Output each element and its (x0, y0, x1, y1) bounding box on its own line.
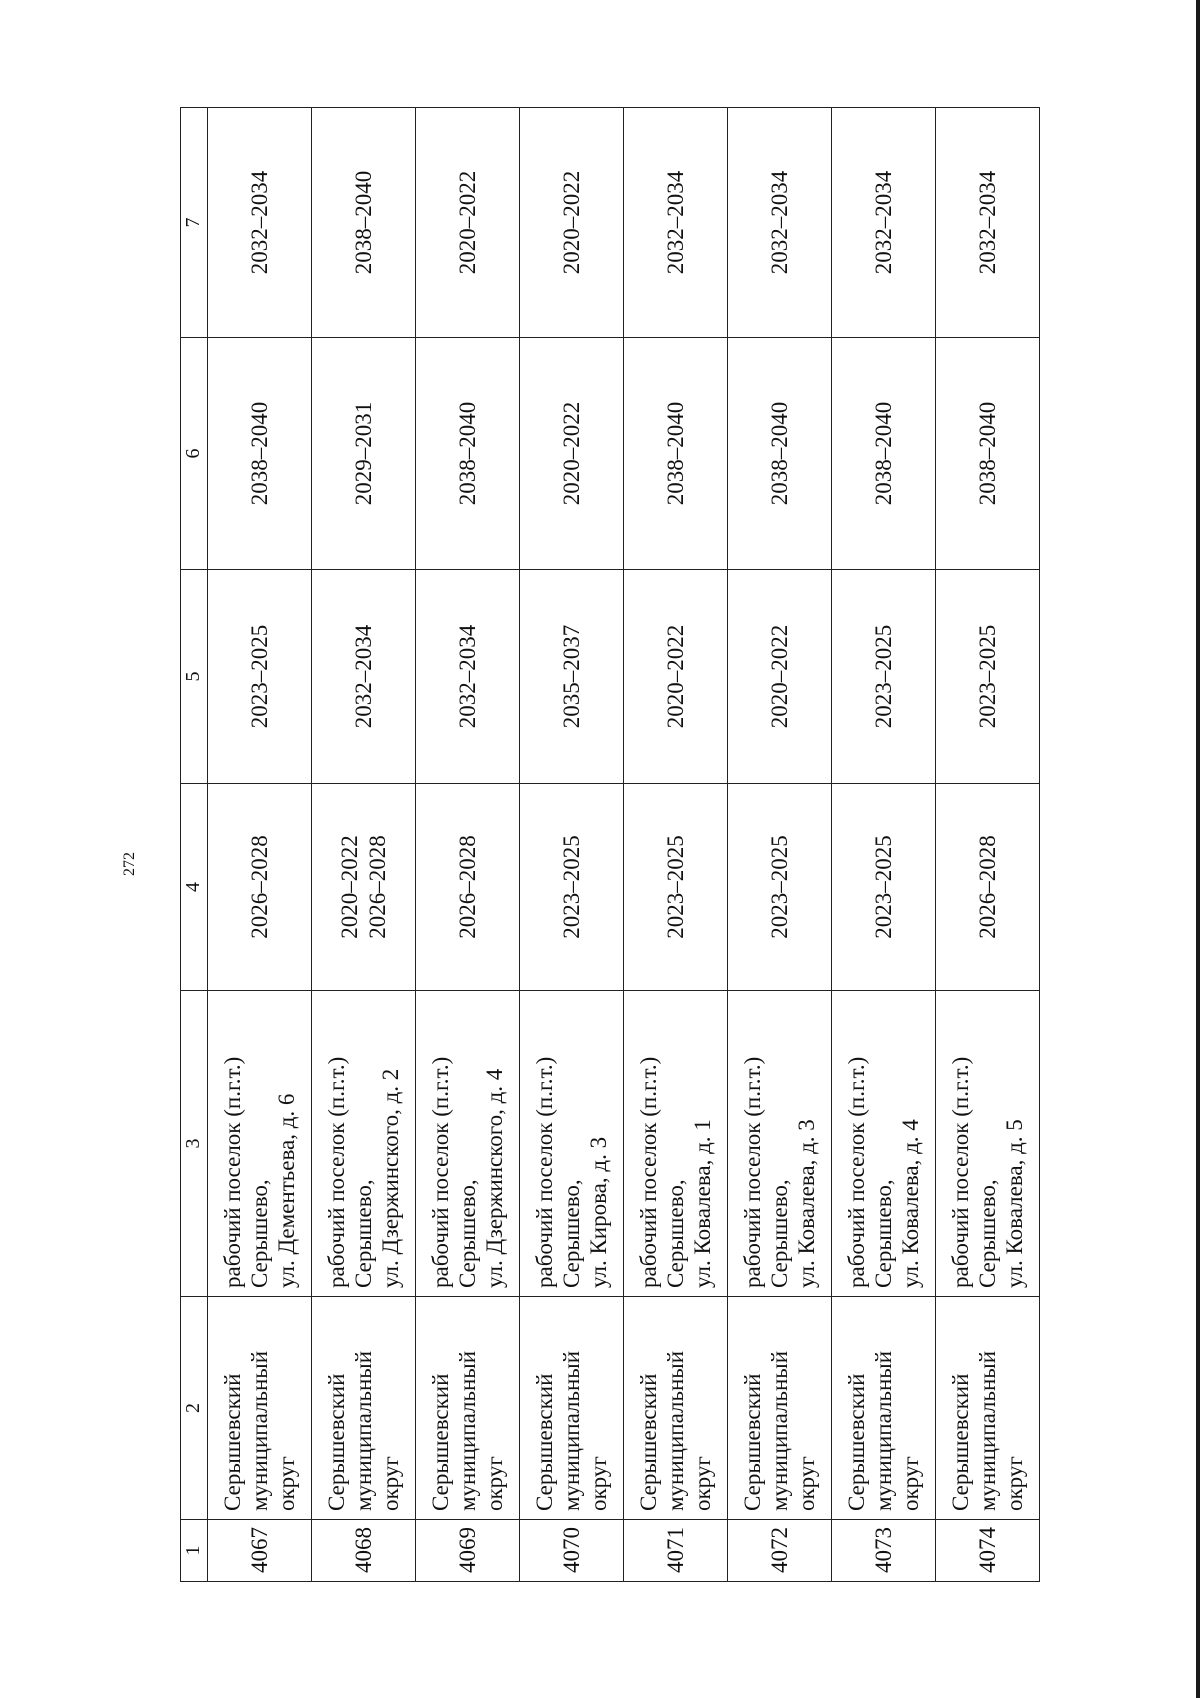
page-number: 272 (121, 852, 138, 876)
address-line: Серышево, (870, 1179, 896, 1288)
row-id-cell: 4067 (208, 1520, 312, 1582)
row-id-cell: 4070 (520, 1520, 624, 1582)
district-cell (936, 1297, 1040, 1520)
district-line: округ (898, 1456, 924, 1511)
district-line: округ (586, 1456, 612, 1511)
period-col4-line: 2020–2022 (337, 835, 363, 939)
period-col4-line: 2026–2028 (454, 835, 480, 939)
period-col4-cell (832, 784, 936, 991)
period-col7-cell: 2032–2034 (936, 108, 1040, 338)
address-line: рабочий поселок (п.г.т.) (947, 1056, 973, 1288)
period-col5-cell: 2023–2025 (936, 570, 1040, 784)
district-line: Серышевский (427, 1373, 453, 1511)
page-edge-border (1196, 0, 1200, 1698)
period-col5-cell: 2020–2022 (624, 570, 728, 784)
period-col4-line: 2023–2025 (662, 835, 688, 939)
address-line: рабочий поселок (п.г.т.) (843, 1056, 869, 1288)
table-row (312, 108, 416, 1582)
period-col4-cell (416, 784, 520, 991)
row-id-cell: 4074 (936, 1520, 1040, 1582)
period-col5-cell: 2023–2025 (832, 570, 936, 784)
district-line: Серышевский (635, 1373, 661, 1511)
period-col4-line: 2023–2025 (766, 835, 792, 939)
period-col7-cell: 2032–2034 (832, 108, 936, 338)
row-id-cell: 4073 (832, 1520, 936, 1582)
district-line: округ (482, 1456, 508, 1511)
district-line: муниципальный (454, 1350, 480, 1511)
address-line: Серышево, (246, 1179, 272, 1288)
period-col4-line: 2026–2028 (246, 835, 272, 939)
address-cell (416, 991, 520, 1297)
period-col5-cell: 2032–2034 (312, 570, 416, 784)
address-line: рабочий поселок (п.г.т.) (323, 1056, 349, 1288)
period-col7-cell: 2020–2022 (520, 108, 624, 338)
period-col6-cell: 2038–2040 (936, 338, 1040, 570)
district-cell (312, 1297, 416, 1520)
period-col6-cell: 2020–2022 (520, 338, 624, 570)
table-row (416, 108, 520, 1582)
address-line: Серышево, (974, 1179, 1000, 1288)
period-col7-cell: 2020–2022 (416, 108, 520, 338)
period-col6-cell: 2038–2040 (832, 338, 936, 570)
row-id-cell: 4069 (416, 1520, 520, 1582)
address-line: Серышево, (454, 1179, 480, 1288)
row-id-cell: 4068 (312, 1520, 416, 1582)
address-line: ул. Кирова, д. 3 (586, 1136, 612, 1288)
address-line: ул. Ковалева, д. 5 (1002, 1119, 1028, 1288)
address-line: рабочий поселок (п.г.т.) (739, 1056, 765, 1288)
table-row (728, 108, 832, 1582)
address-line: Серышево, (662, 1179, 688, 1288)
row-id-cell: 4072 (728, 1520, 832, 1582)
header-cell: 7 (181, 108, 208, 338)
table-body (181, 108, 1040, 1582)
period-col6-cell: 2029–2031 (312, 338, 416, 570)
table-row (208, 108, 312, 1582)
address-line: ул. Ковалева, д. 1 (690, 1119, 716, 1288)
address-line: ул. Ковалева, д. 3 (794, 1119, 820, 1288)
header-cell: 2 (181, 1297, 208, 1520)
district-line: Серышевский (947, 1373, 973, 1511)
address-line: рабочий поселок (п.г.т.) (531, 1056, 557, 1288)
district-line: муниципальный (870, 1350, 896, 1511)
district-line: округ (1002, 1456, 1028, 1511)
period-col4-line: 2023–2025 (870, 835, 896, 939)
header-cell: 1 (181, 1520, 208, 1582)
header-cell: 4 (181, 784, 208, 991)
table-row (936, 108, 1040, 1582)
address-line: рабочий поселок (п.г.т.) (219, 1056, 245, 1288)
period-col4-cell (208, 784, 312, 991)
address-line: ул. Дзержинского, д. 4 (482, 1068, 508, 1288)
address-cell (936, 991, 1040, 1297)
address-line: ул. Дементьева, д. 6 (274, 1093, 300, 1288)
district-line: муниципальный (350, 1350, 376, 1511)
address-line: Серышево, (350, 1179, 376, 1288)
period-col5-cell: 2035–2037 (520, 570, 624, 784)
data-table (180, 107, 1040, 1582)
district-line: муниципальный (766, 1350, 792, 1511)
period-col4-cell (520, 784, 624, 991)
period-col4-cell (624, 784, 728, 991)
period-col7-cell: 2038–2040 (312, 108, 416, 338)
period-col6-cell: 2038–2040 (624, 338, 728, 570)
period-col4-line: 2023–2025 (558, 835, 584, 939)
period-col6-cell: 2038–2040 (208, 338, 312, 570)
period-col4-line: 2026–2028 (974, 835, 1000, 939)
address-line: рабочий поселок (п.г.т.) (427, 1056, 453, 1288)
address-cell (312, 991, 416, 1297)
address-line: ул. Ковалева, д. 4 (898, 1119, 924, 1288)
address-cell (832, 991, 936, 1297)
district-cell (416, 1297, 520, 1520)
district-line: Серышевский (323, 1373, 349, 1511)
address-line: ул. Дзержинского, д. 2 (378, 1068, 404, 1288)
district-line: округ (794, 1456, 820, 1511)
address-cell (208, 991, 312, 1297)
address-cell (520, 991, 624, 1297)
period-col7-cell: 2032–2034 (208, 108, 312, 338)
address-line: Серышево, (558, 1179, 584, 1288)
header-cell: 6 (181, 338, 208, 570)
table-row (832, 108, 936, 1582)
address-line: Серышево, (766, 1179, 792, 1288)
address-cell (624, 991, 728, 1297)
period-col4-cell (728, 784, 832, 991)
rotated-table-wrapper (180, 108, 1040, 1582)
period-col6-cell: 2038–2040 (416, 338, 520, 570)
period-col4-cell (312, 784, 416, 991)
header-cell: 3 (181, 991, 208, 1297)
district-line: Серышевский (843, 1373, 869, 1511)
header-cell: 5 (181, 570, 208, 784)
district-line: муниципальный (662, 1350, 688, 1511)
period-col5-cell: 2020–2022 (728, 570, 832, 784)
period-col5-cell: 2023–2025 (208, 570, 312, 784)
district-line: округ (274, 1456, 300, 1511)
table-row (520, 108, 624, 1582)
period-col4-line: 2026–2028 (364, 835, 390, 939)
period-col5-cell: 2032–2034 (416, 570, 520, 784)
period-col7-cell: 2032–2034 (728, 108, 832, 338)
district-line: округ (378, 1456, 404, 1511)
district-cell (520, 1297, 624, 1520)
period-col4-cell (936, 784, 1040, 991)
district-line: Серышевский (219, 1373, 245, 1511)
table-row (624, 108, 728, 1582)
district-cell (728, 1297, 832, 1520)
district-cell (624, 1297, 728, 1520)
district-line: муниципальный (246, 1350, 272, 1511)
district-cell (208, 1297, 312, 1520)
district-line: Серышевский (531, 1373, 557, 1511)
district-line: муниципальный (974, 1350, 1000, 1511)
district-cell (832, 1297, 936, 1520)
row-id-cell: 4071 (624, 1520, 728, 1582)
period-col6-cell: 2038–2040 (728, 338, 832, 570)
district-line: округ (690, 1456, 716, 1511)
period-col7-cell: 2032–2034 (624, 108, 728, 338)
header-row (181, 108, 208, 1582)
district-line: Серышевский (739, 1373, 765, 1511)
address-line: рабочий поселок (п.г.т.) (635, 1056, 661, 1288)
district-line: муниципальный (558, 1350, 584, 1511)
address-cell (728, 991, 832, 1297)
